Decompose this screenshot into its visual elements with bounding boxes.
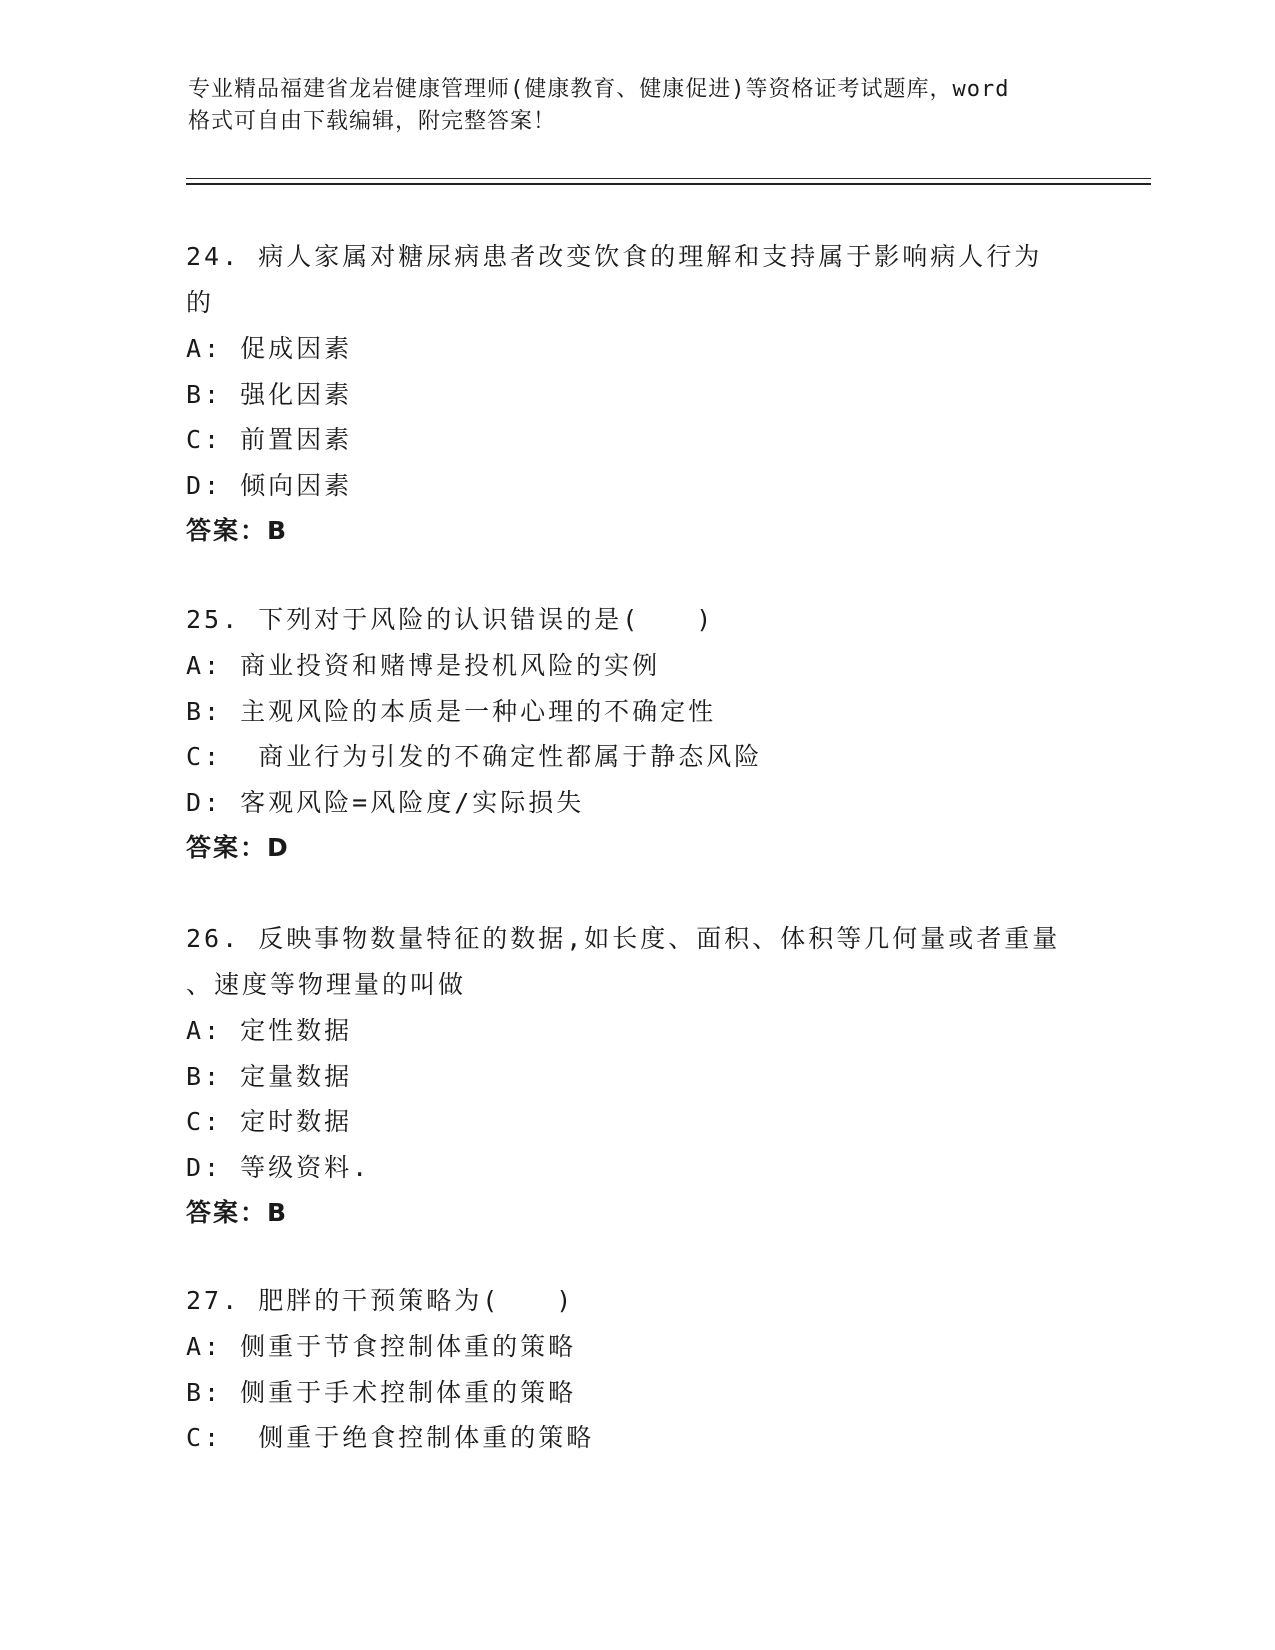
document-header <box>188 74 1068 138</box>
option-a: A: 定性数据 <box>186 1016 353 1045</box>
question-stem: 25. 下列对于风险的认识错误的是( ) <box>186 605 715 634</box>
option-c: C: 前置因素 <box>186 425 353 454</box>
answer: 答案：B <box>186 516 289 545</box>
question-25 <box>186 597 1086 871</box>
option-c: C: 商业行为引发的不确定性都属于静态风险 <box>186 742 763 771</box>
question-stem-continued: 的 <box>186 288 215 317</box>
header-line-2: 格式可自由下载编辑，附完整答案！ <box>188 109 557 134</box>
answer: 答案：D <box>186 833 290 862</box>
question-27 <box>186 1278 1086 1461</box>
question-stem: 27. 肥胖的干预策略为( ) <box>186 1286 575 1315</box>
option-b: B: 定量数据 <box>186 1061 353 1091</box>
header-divider-thick <box>186 183 1151 185</box>
option-b: B: 侧重于手术控制体重的策略 <box>186 1377 577 1407</box>
option-d: D: 等级资料. <box>186 1152 371 1182</box>
question-26 <box>186 916 1086 1236</box>
option-b: B: 强化因素 <box>186 379 353 409</box>
option-a: A: 促成因素 <box>186 334 353 363</box>
option-d: D: 客观风险=风险度/实际损失 <box>186 787 585 817</box>
option-a: A: 侧重于节食控制体重的策略 <box>186 1332 577 1361</box>
header-line-1: 专业精品福建省龙岩健康管理师(健康教育、健康促进)等资格证考试题库，word <box>188 77 1010 102</box>
option-c: C: 定时数据 <box>186 1107 353 1136</box>
option-a: A: 商业投资和赌博是投机风险的实例 <box>186 651 661 680</box>
header-divider-thin <box>186 178 1151 179</box>
question-stem-continued: 、速度等物理量的叫做 <box>186 970 467 999</box>
answer: 答案：B <box>186 1198 289 1227</box>
question-stem: 26. 反映事物数量特征的数据,如长度、面积、体积等几何量或者重量 <box>186 924 1061 953</box>
question-24 <box>186 234 1086 554</box>
option-c: C: 侧重于绝食控制体重的策略 <box>186 1423 595 1452</box>
option-d: D: 倾向因素 <box>186 470 353 500</box>
option-b: B: 主观风险的本质是一种心理的不确定性 <box>186 696 717 726</box>
question-stem: 24. 病人家属对糖尿病患者改变饮食的理解和支持属于影响病人行为 <box>186 242 1043 271</box>
